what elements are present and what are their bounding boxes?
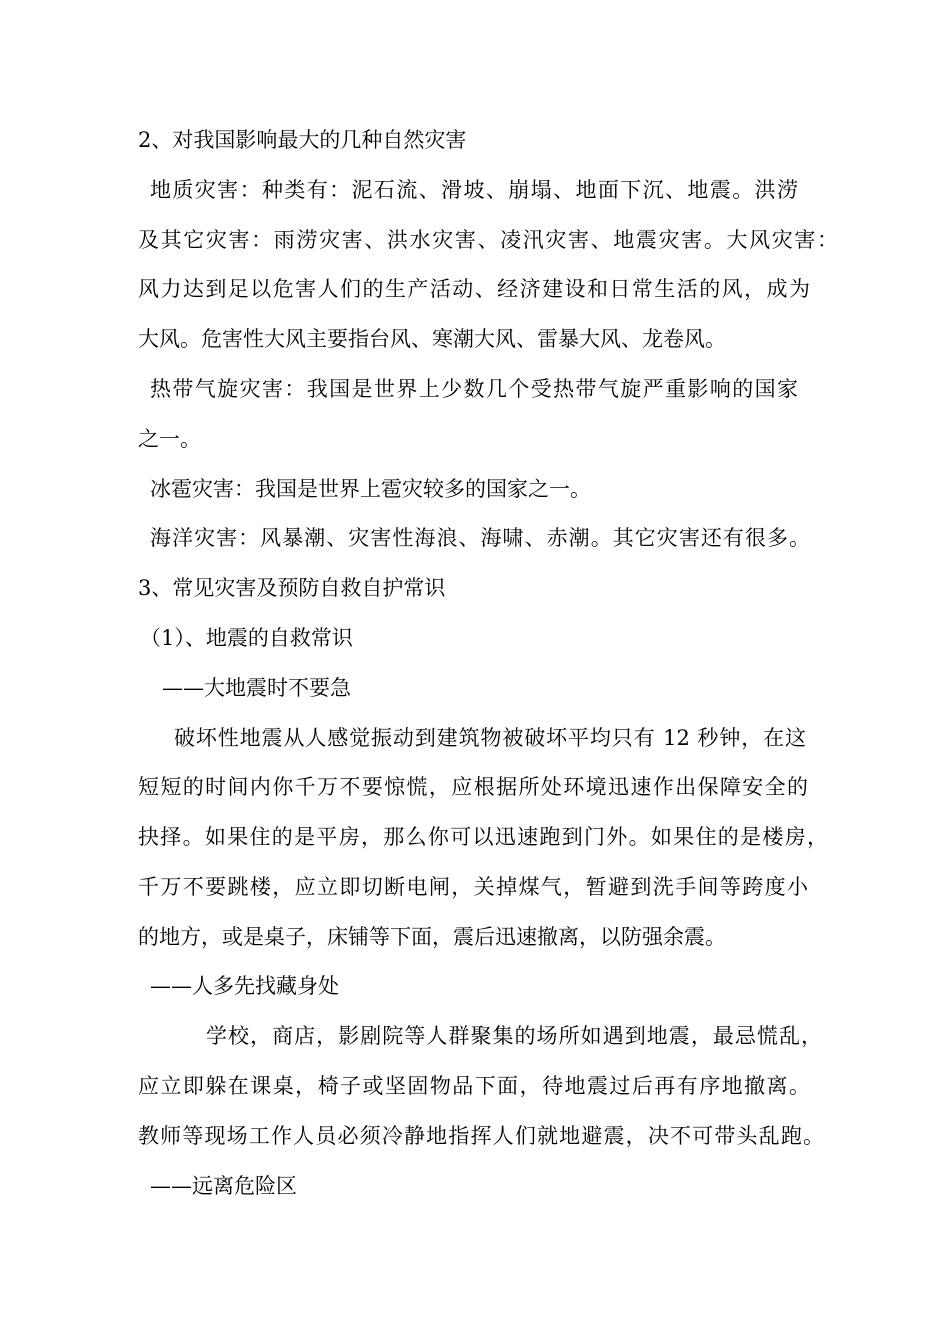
paragraph-line: 短短的时间内你千万不要惊慌，应根据所处环境迅速作出保障安全的 <box>138 775 808 799</box>
paragraph-line: 应立即躲在课桌，椅子或坚固物品下面，待地震过后再有序地撤离。 <box>138 1074 810 1098</box>
subsection-heading: （1）、地震的自救常识 <box>140 626 353 650</box>
paragraph-line: 大风。危害性大风主要指台风、寒潮大风、雷暴大风、龙卷风。 <box>138 327 726 351</box>
section-heading-3: 3、常见灾害及预防自救自护常识 <box>138 576 446 600</box>
paragraph-line: 教师等现场工作人员必须冷静地指挥人们就地避震，决不可带头乱跑。 <box>138 1124 824 1148</box>
subheading-line: ——大地震时不要急 <box>162 676 351 700</box>
paragraph-line: 海洋灾害：风暴潮、灾害性海浪、海啸、赤潮。其它灾害还有很多。 <box>150 526 810 550</box>
subheading-line: ——人多先找藏身处 <box>150 974 339 998</box>
paragraph-line: 冰雹灾害：我国是世界上雹灾较多的国家之一。 <box>150 477 591 501</box>
paragraph-line: 及其它灾害：雨涝灾害、洪水灾害、凌汛灾害、地震灾害。大风灾害： <box>138 228 838 252</box>
paragraph-line: 地质灾害：种类有：泥石流、滑坡、崩塌、地面下沉、地震。洪涝 <box>150 178 798 202</box>
section-heading-2: 2、对我国影响最大的几种自然灾害 <box>138 128 467 152</box>
paragraph-line: 风力达到足以危害人们的生产活动、经济建设和日常生活的风，成为 <box>138 277 810 301</box>
paragraph-line: 千万不要跳楼，应立即切断电闸，关掉煤气，暂避到洗手间等跨度小 <box>138 875 808 899</box>
paragraph-line: 破坏性地震从人感觉振动到建筑物被破坏平均只有 12 秒钟，在这 <box>174 726 806 750</box>
paragraph-line: 抉择。如果住的是平房，那么你可以迅速跑到门外。如果住的是楼房， <box>138 825 828 849</box>
paragraph-line: 的地方，或是桌子，床铺等下面，震后迅速撤离，以防强余震。 <box>138 925 726 949</box>
subheading-line: ——远离危险区 <box>150 1174 297 1198</box>
paragraph-line: 热带气旋灾害：我国是世界上少数几个受热带气旋严重影响的国家 <box>150 377 798 401</box>
paragraph-line: 学校，商店，影剧院等人群聚集的场所如遇到地震，最忌慌乱， <box>206 1024 822 1048</box>
paragraph-line: 之一。 <box>138 427 201 451</box>
